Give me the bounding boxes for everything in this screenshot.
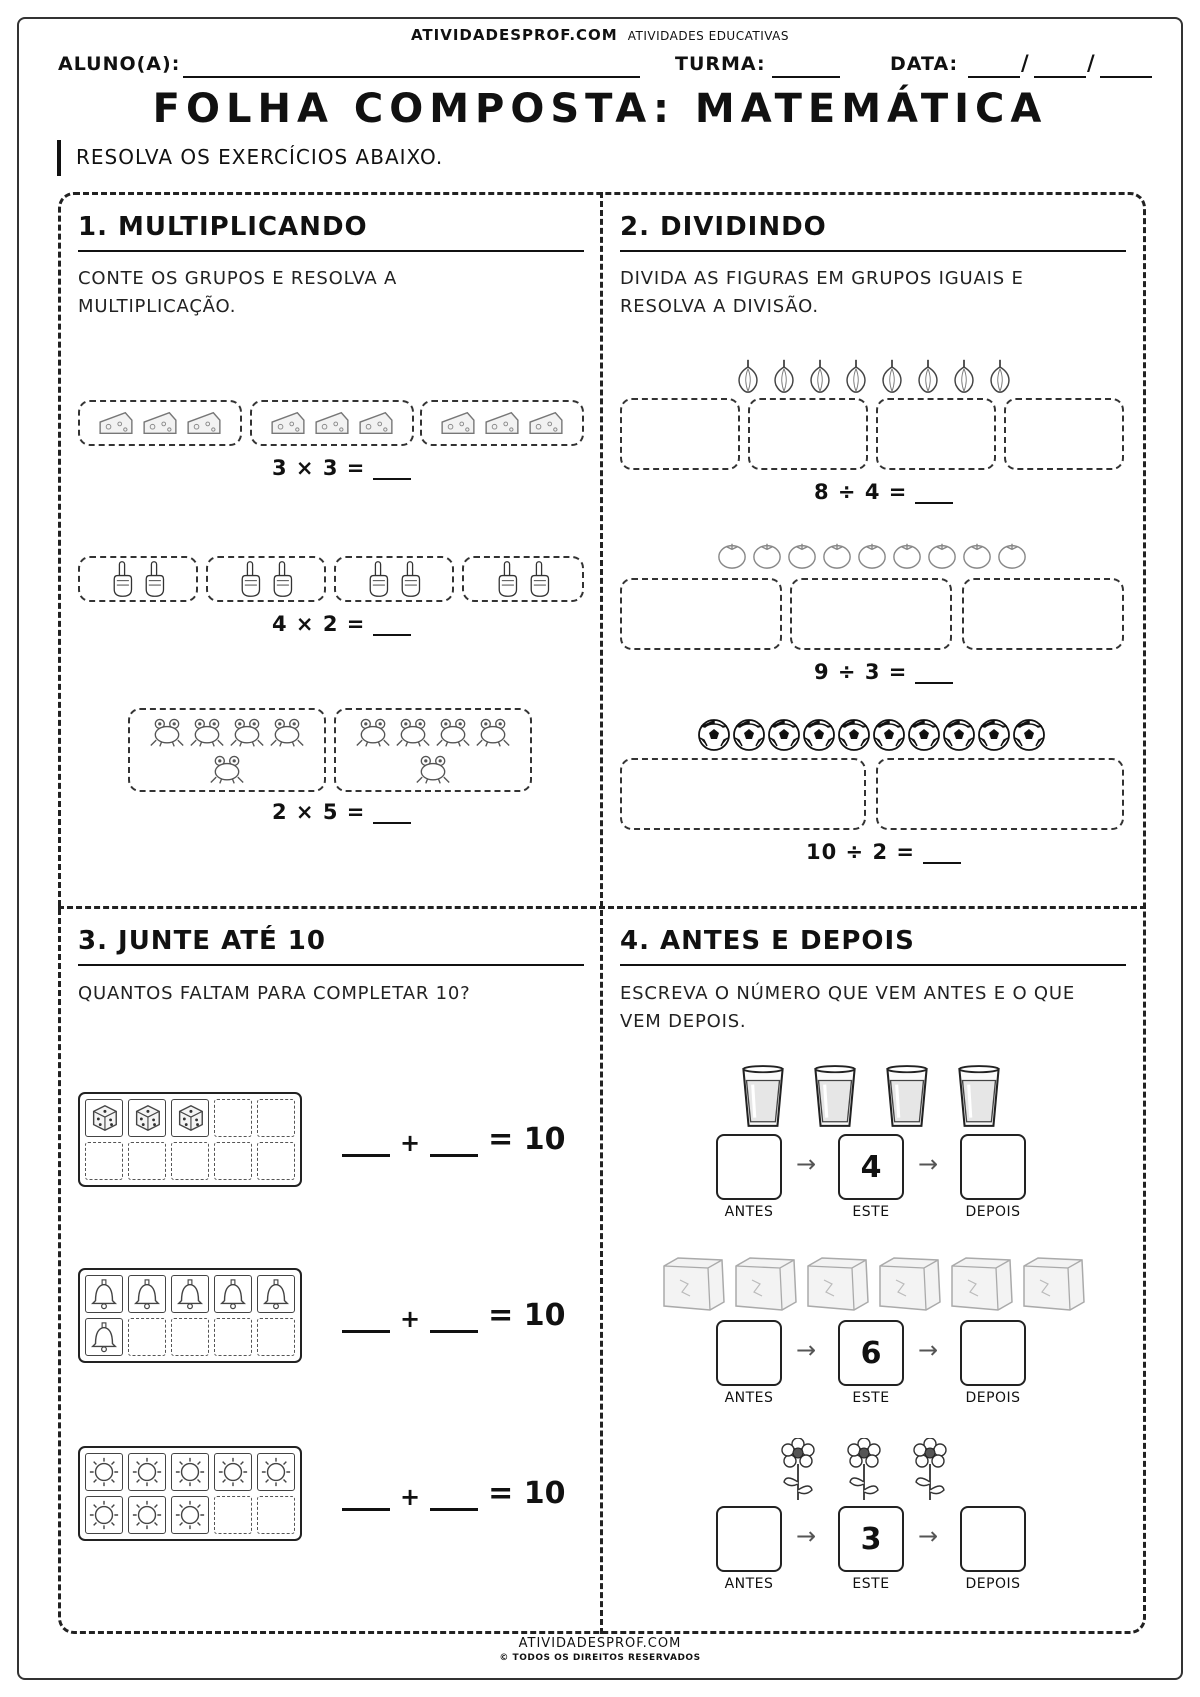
glass-icon [740,1064,786,1130]
arrow-icon: → [796,1150,817,1178]
group-drop-box[interactable] [790,578,952,650]
after-answer-box[interactable] [960,1134,1026,1200]
site-name: ATIVIDADESPROF.COM [410,26,618,44]
soccer-ball-icon [942,718,976,752]
answer-blank[interactable] [342,1129,390,1157]
cheese-icon [97,409,135,437]
dice-icon [88,1102,120,1134]
section4-rule [620,964,1126,966]
answer-blank[interactable] [430,1129,478,1157]
glass-row [740,1064,1002,1130]
glass-icon [812,1064,858,1130]
soccer-ball-icon [1012,718,1046,752]
group-box [334,708,532,792]
frog-icon [475,716,511,748]
section3-description: QUANTOS FALTAM PARA COMPLETAR 10? [78,983,471,1004]
ice-cube-row [658,1254,1088,1314]
grid-divider-horizontal [58,906,1146,909]
division-equation: 8 ÷ 4 = [814,480,953,504]
this-label: ESTE [852,1390,890,1406]
frog-icon [189,716,225,748]
multiplication-equation: 3 × 3 = [272,456,411,480]
sum-equation: + = 10 [342,1476,565,1511]
multiplication-equation: 4 × 2 = [272,612,411,636]
sun-icon [131,1499,163,1531]
this-label: ESTE [852,1204,890,1220]
answer-blank[interactable] [373,804,411,824]
answer-blank[interactable] [915,484,953,504]
footer-rights: © TODOS OS DIREITOS RESERVADOS [499,1653,701,1663]
ice-cube-icon [1018,1254,1088,1314]
answer-blank[interactable] [373,616,411,636]
answer-blank[interactable] [342,1483,390,1511]
frog-icon [229,716,265,748]
sun-icon [88,1499,120,1531]
current-number-box: 3 [838,1506,904,1572]
before-answer-box[interactable] [716,1506,782,1572]
tomato-row [716,540,1028,570]
section1-rule [78,250,584,252]
soccer-ball-icon [837,718,871,752]
division-equation: 9 ÷ 3 = [814,660,953,684]
arrow-icon: → [918,1522,939,1550]
arrow-icon: → [918,1150,939,1178]
section2-rule [620,250,1126,252]
section4-description: ESCREVA O NÚMERO QUE VEM ANTES E O QUE VEM DEPOIS. [620,983,1076,1032]
soccer-ball-icon [732,718,766,752]
bell-icon [131,1278,163,1310]
turma-label: TURMA: [675,53,766,75]
group-drop-box[interactable] [962,578,1124,650]
answer-blank[interactable] [373,460,411,480]
ten-frame [78,1446,302,1541]
page-title: FOLHA COMPOSTA: MATEMÁTICA [152,86,1048,132]
arrow-icon: → [796,1522,817,1550]
cheese-icon [269,409,307,437]
onion-icon [878,358,906,394]
instruction-bar [57,140,61,176]
frog-icon [149,716,185,748]
finger-icon [269,560,295,598]
tomato-icon [926,540,958,570]
soccer-ball-icon [977,718,1011,752]
finger-icon [494,560,520,598]
after-label: DEPOIS [965,1204,1021,1220]
onion-row [734,358,1014,394]
aluno-label: ALUNO(A): [58,53,181,75]
sun-icon [88,1456,120,1488]
onion-icon [734,358,762,394]
section1-description: CONTE OS GRUPOS E RESOLVA A MULTIPLICAÇÃO. [78,268,398,317]
group-drop-box[interactable] [1004,398,1124,470]
frog-icon [355,716,391,748]
section2-description: DIVIDA AS FIGURAS EM GRUPOS IGUAIS E RESOLVA A DIVISÃO. [620,268,1024,317]
sun-icon [131,1456,163,1488]
bell-icon [88,1321,120,1353]
bell-icon [88,1278,120,1310]
onion-icon [770,358,798,394]
group-box [462,556,584,602]
finger-icon [237,560,263,598]
before-answer-box[interactable] [716,1134,782,1200]
before-label: ANTES [724,1390,774,1406]
data-label: DATA: [890,53,959,75]
date-month-field[interactable] [1034,54,1086,78]
before-label: ANTES [724,1576,774,1592]
section1-title: 1. MULTIPLICANDO [78,212,368,242]
onion-icon [914,358,942,394]
aluno-field[interactable] [183,54,640,78]
group-drop-box[interactable] [876,398,996,470]
answer-blank[interactable] [430,1483,478,1511]
glass-icon [884,1064,930,1130]
footer-site: ATIVIDADESPROF.COM [518,1636,682,1651]
tomato-icon [786,540,818,570]
after-answer-box[interactable] [960,1506,1026,1572]
ice-cube-icon [874,1254,944,1314]
sun-icon [174,1499,206,1531]
after-answer-box[interactable] [960,1320,1026,1386]
group-box [78,556,198,602]
answer-blank[interactable] [923,844,961,864]
soccer-ball-icon [802,718,836,752]
division-equation: 10 ÷ 2 = [806,840,961,864]
flower-row [778,1438,950,1504]
current-number-box: 4 [838,1134,904,1200]
ice-cube-icon [802,1254,872,1314]
frog-icon [395,716,431,748]
sun-icon [260,1456,292,1488]
finger-icon [141,560,167,598]
frog-icon [269,716,305,748]
grid-divider-vertical [600,192,603,1634]
onion-icon [806,358,834,394]
answer-blank[interactable] [342,1305,390,1333]
cheese-icon [439,409,477,437]
soccer-ball-icon [767,718,801,752]
ice-cube-icon [658,1254,728,1314]
frog-icon [435,716,471,748]
ice-cube-icon [730,1254,800,1314]
arrow-icon: → [918,1336,939,1364]
onion-icon [950,358,978,394]
ten-frame [78,1092,302,1187]
sum-equation: + = 10 [342,1122,565,1157]
flower-icon [778,1438,818,1504]
section3-rule [78,964,584,966]
this-label: ESTE [852,1576,890,1592]
instructions: RESOLVA OS EXERCÍCIOS ABAIXO. [76,145,444,169]
sun-icon [217,1456,249,1488]
date-year-field[interactable] [1100,54,1152,78]
section2-title: 2. DIVIDINDO [620,212,827,242]
tomato-icon [821,540,853,570]
section3-title: 3. JUNTE ATÉ 10 [78,926,326,956]
answer-blank[interactable] [430,1305,478,1333]
bell-icon [174,1278,206,1310]
soccer-ball-icon [907,718,941,752]
tomato-icon [856,540,888,570]
soccer-ball-icon [872,718,906,752]
ice-cube-icon [946,1254,1016,1314]
glass-icon [956,1064,1002,1130]
cheese-icon [141,409,179,437]
before-answer-box[interactable] [716,1320,782,1386]
dice-icon [131,1102,163,1134]
group-box [420,400,584,446]
frog-icon [209,753,245,785]
arrow-icon: → [796,1336,817,1364]
cheese-icon [313,409,351,437]
flower-icon [844,1438,884,1504]
site-header [0,26,1200,44]
sun-icon [174,1456,206,1488]
sum-equation: + = 10 [342,1298,565,1333]
group-box [128,708,326,792]
group-box [206,556,326,602]
tomato-icon [996,540,1028,570]
current-number-box: 6 [838,1320,904,1386]
onion-icon [986,358,1014,394]
soccer-ball-icon [697,718,731,752]
multiplication-equation: 2 × 5 = [272,800,411,824]
bell-icon [260,1278,292,1310]
cheese-icon [185,409,223,437]
date-day-field[interactable] [968,54,1020,78]
cheese-icon [357,409,395,437]
after-label: DEPOIS [965,1390,1021,1406]
answer-blank[interactable] [915,664,953,684]
finger-icon [365,560,391,598]
tomato-icon [961,540,993,570]
finger-icon [109,560,135,598]
section4-title: 4. ANTES E DEPOIS [620,926,915,956]
tomato-icon [891,540,923,570]
before-label: ANTES [724,1204,774,1220]
group-drop-box[interactable] [876,758,1124,830]
onion-icon [842,358,870,394]
group-drop-box[interactable] [620,758,866,830]
cheese-icon [527,409,565,437]
date-slash: / [1087,51,1095,75]
date-slash: / [1021,51,1029,75]
flower-icon [910,1438,950,1504]
tomato-icon [716,540,748,570]
after-label: DEPOIS [965,1576,1021,1592]
ten-frame [78,1268,302,1363]
soccer-ball-row [697,718,1046,752]
tomato-icon [751,540,783,570]
group-box [250,400,414,446]
finger-icon [397,560,423,598]
group-box [78,400,242,446]
turma-field[interactable] [772,54,840,78]
frog-icon [415,753,451,785]
group-drop-box[interactable] [748,398,868,470]
site-tagline: ATIVIDADES EDUCATIVAS [627,29,790,43]
group-drop-box[interactable] [620,578,782,650]
dice-icon [174,1102,206,1134]
finger-icon [526,560,552,598]
group-box [334,556,454,602]
group-drop-box[interactable] [620,398,740,470]
cheese-icon [483,409,521,437]
bell-icon [217,1278,249,1310]
